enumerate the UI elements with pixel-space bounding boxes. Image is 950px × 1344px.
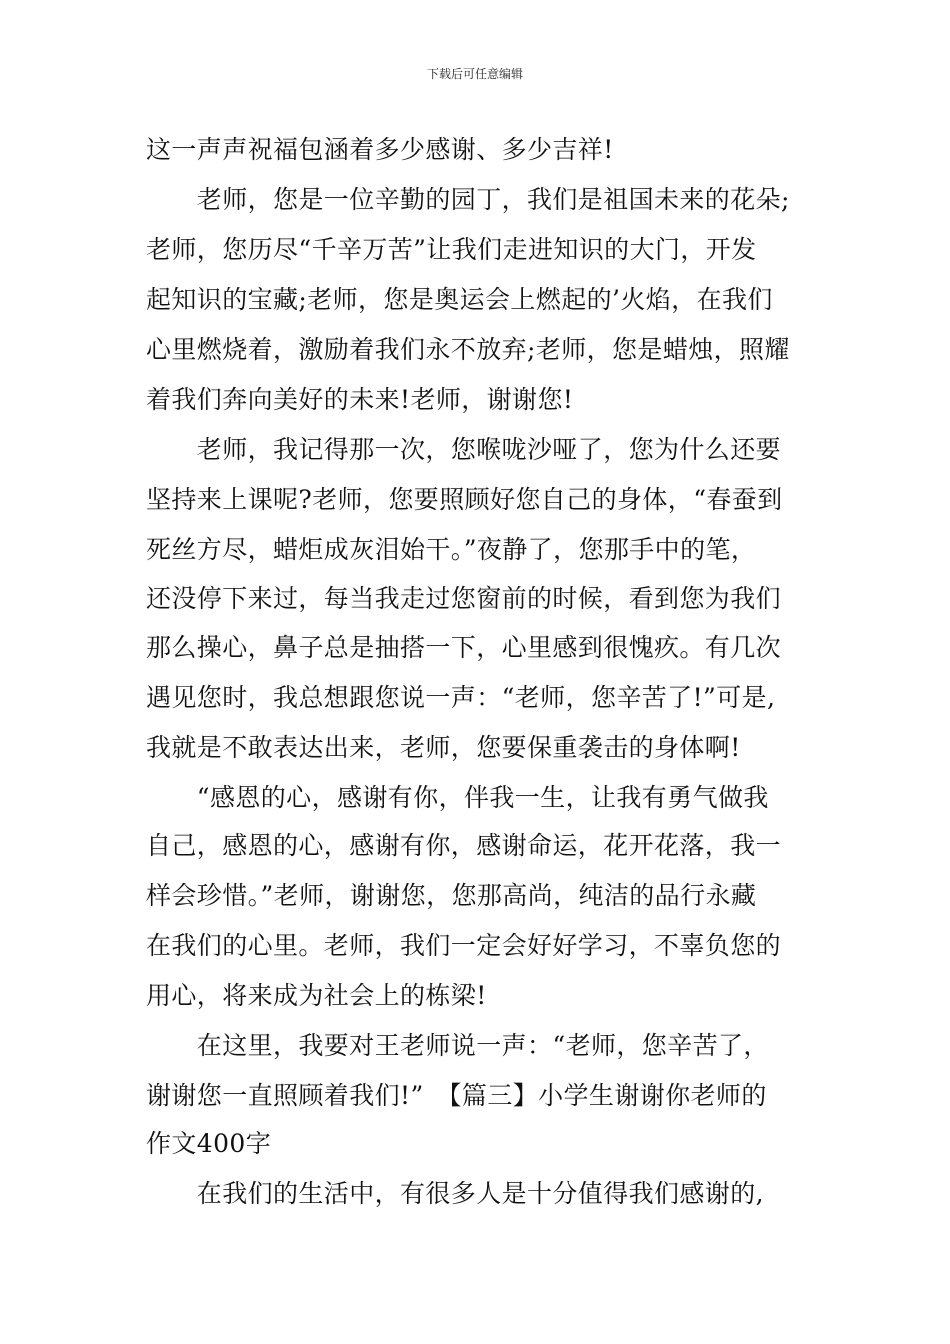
text-line: 起知识的宝藏;老师，您是奥运会上燃起的’火焰，在我们 [146,285,773,314]
page-header: 下载后可任意编辑 [426,67,523,81]
text-line: 样会珍惜。”老师，谢谢您，您那高尚，纯洁的品行永藏 [146,881,757,910]
text-line: 坚持来上课呢?老师，您要照顾好您自己的身体，“春蚕到 [146,485,783,514]
text-line: “感恩的心，感谢有你，伴我一生，让我有勇气做我 [146,783,769,812]
text-line: 谢谢您一直照顾着我们!” 【篇三】小学生谢谢你老师的 [146,1081,767,1110]
text-line: 我就是不敢表达出来，老师，您要保重袭击的身体啊! [146,733,741,762]
text-line: 死丝方尽，蜡炬成灰泪始干。”夜静了，您那手中的笔， [146,535,757,564]
text-line: 遇见您时，我总想跟您说一声：“老师，您辛苦了!”可是, [146,683,776,712]
text-line: 还没停下来过，每当我走过您窗前的时候，看到您为我们 [146,584,782,613]
text-line: 自己，感恩的心，感谢有你，感谢命运，花开花落，我一 [146,831,782,860]
text-line: 作文400字 [146,1129,272,1158]
text-line: 用心，将来成为社会上的栋梁! [146,981,487,1010]
text-line: 老师，您历尽“千辛万苦”让我们走进知识的大门，开发 [146,235,757,264]
text-line: 老师，我记得那一次，您喉咙沙哑了，您为什么还要 [146,435,782,464]
text-line: 在我们的生活中，有很多人是十分值得我们感谢的, [146,1179,764,1208]
text-line: 心里燃烧着，激励着我们永不放弃;老师，您是蜡烛，照耀 [146,335,790,364]
text-line: 在这里，我要对王老师说一声：“老师，您辛苦了， [146,1031,769,1060]
text-line: 老师，您是一位辛勤的园丁，我们是祖国未来的花朵; [146,185,790,214]
text-line: 着我们奔向美好的未来!老师，谢谢您! [146,385,574,414]
text-line: 在我们的心里。老师，我们一定会好好学习，不辜负您的 [146,931,782,960]
text-line: 这一声声祝福包涵着多少感谢、多少吉祥! [146,135,614,164]
text-line: 那么操心，鼻子总是抽搭一下，心里感到很愧疚。有几次 [146,633,782,662]
